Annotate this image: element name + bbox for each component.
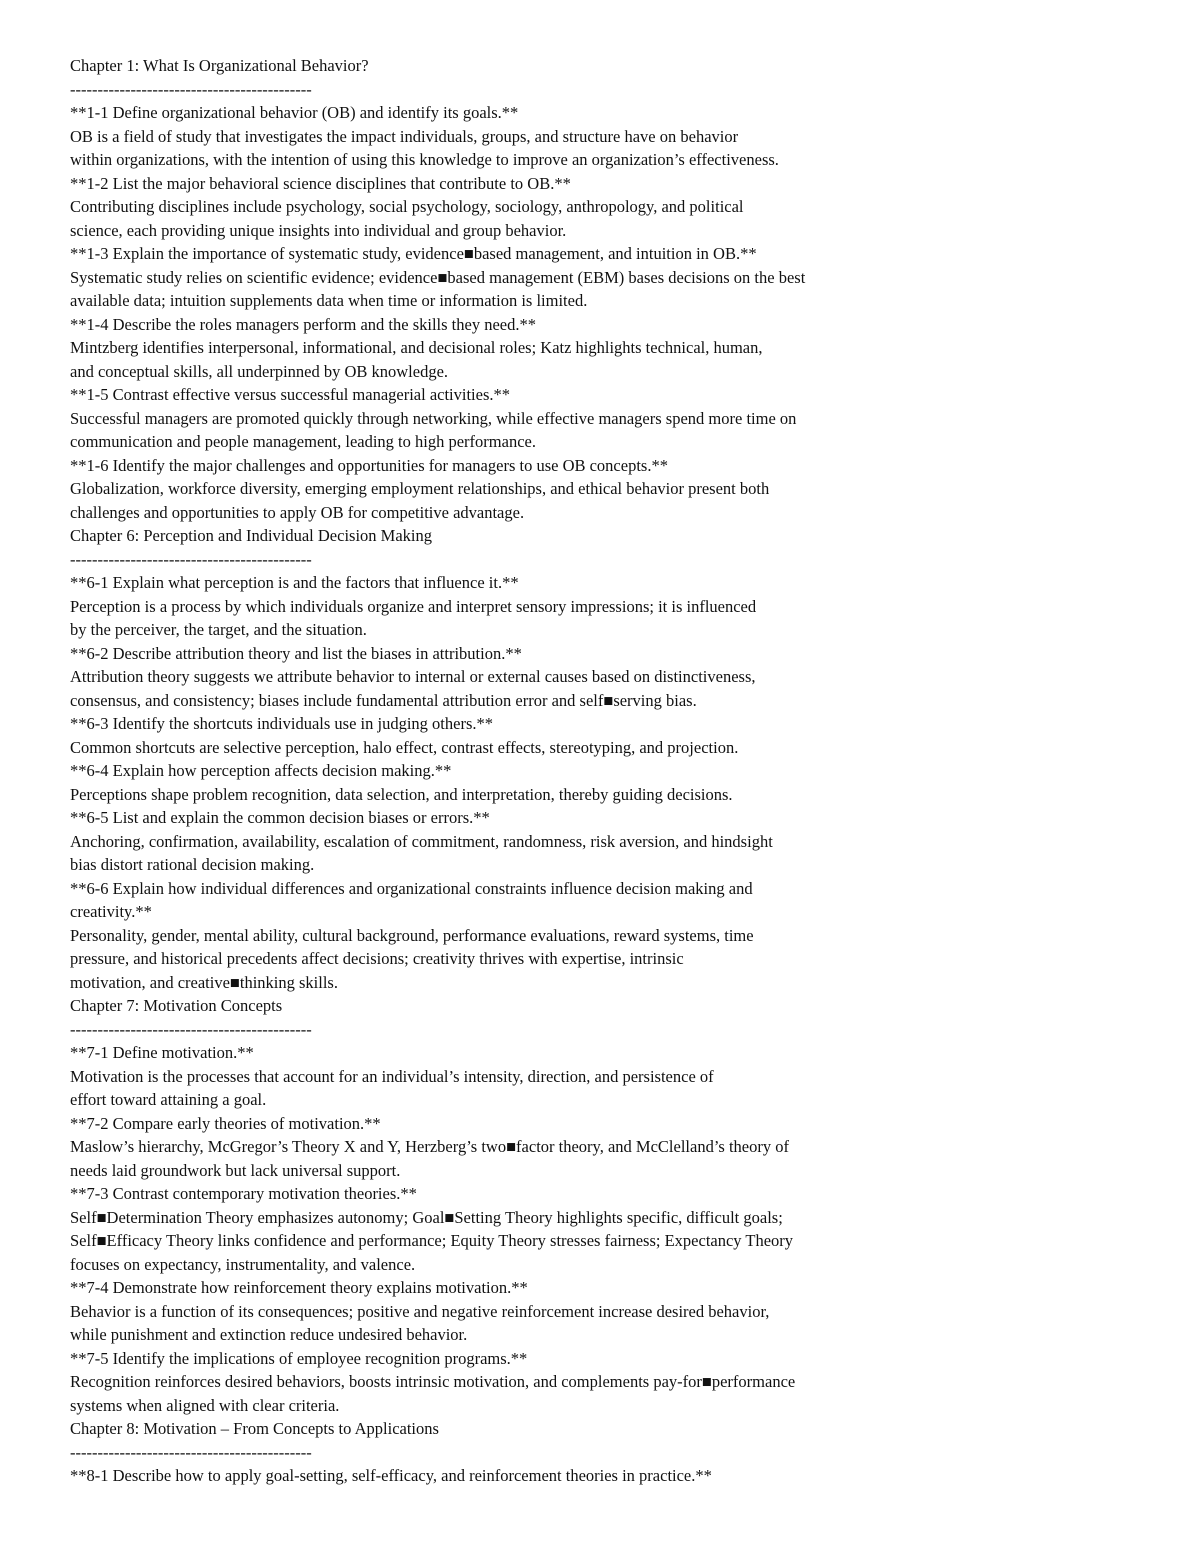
- text-line: **7-3 Contrast contemporary motivation theories.**: [70, 1184, 417, 1203]
- text-line: effort toward attaining a goal.: [70, 1090, 267, 1109]
- text-line: systems when aligned with clear criteria.: [70, 1395, 340, 1415]
- text-line: challenges and opportunities to apply OB for competitive advantage.: [70, 502, 525, 522]
- text-line: Successful managers are promoted quickly through networking, while effective managers spend more time on: [70, 408, 797, 428]
- text-line: creativity.**: [70, 902, 152, 921]
- text-line: Motivation is the processes that account for an individual’s intensity, direction, and persistence of: [70, 1066, 714, 1086]
- text-line: motivation, and creative■thinking skills.: [70, 972, 338, 992]
- text-line: Self■Determination Theory emphasizes autonomy; Goal■Setting Theory highlights specific, difficult goals;: [70, 1207, 783, 1227]
- text-line: Anchoring, confirmation, availability, escalation of commitment, randomness, risk aversion, and hindsight: [70, 831, 773, 851]
- text-line: **6-2 Describe attribution theory and list the biases in attribution.**: [70, 643, 522, 663]
- text-line: Maslow’s hierarchy, McGregor’s Theory X and Y, Herzberg’s two■factor theory, and McClelland’s theory of: [70, 1137, 789, 1156]
- text-line: **7-5 Identify the implications of employee recognition programs.**: [70, 1348, 528, 1368]
- text-line: OB is a field of study that investigates the impact individuals, groups, and structure have on behavior: [70, 126, 739, 146]
- text-line: **6-6 Explain how individual differences and organizational constraints influence decision making and: [70, 878, 753, 898]
- text-line: Attribution theory suggests we attribute behavior to internal or external causes based on distinctiveness,: [70, 667, 756, 686]
- text-line: **6-3 Identify the shortcuts individuals use in judging others.**: [70, 714, 493, 733]
- text-line: by the perceiver, the target, and the situation.: [70, 620, 367, 639]
- text-line: --------------------------------------------: [70, 1019, 312, 1039]
- text-line: Contributing disciplines include psychology, social psychology, sociology, anthropology, and political: [70, 197, 744, 216]
- text-line: pressure, and historical precedents affect decisions; creativity thrives with expertise, intrinsic: [70, 949, 684, 968]
- text-line: Self■Efficacy Theory links confidence and performance; Equity Theory stresses fairness; Expectancy Theory: [70, 1231, 794, 1250]
- text-line: Perceptions shape problem recognition, data selection, and interpretation, thereby guiding decisions.: [70, 784, 733, 804]
- text-line: **6-5 List and explain the common decision biases or errors.**: [70, 808, 490, 827]
- text-line: Common shortcuts are selective perception, halo effect, contrast effects, stereotyping, and projection.: [70, 737, 739, 757]
- text-line: and conceptual skills, all underpinned by OB knowledge.: [70, 361, 449, 381]
- text-line: communication and people management, leading to high performance.: [70, 432, 536, 451]
- text-line: **1-1 Define organizational behavior (OB) and identify its goals.**: [70, 103, 519, 122]
- text-line: focuses on expectancy, instrumentality, and valence.: [70, 1254, 416, 1274]
- text-line: --------------------------------------------: [70, 79, 312, 99]
- text-line: **8-1 Describe how to apply goal-setting, self-efficacy, and reinforcement theories in practice.**: [70, 1466, 712, 1485]
- document-body: [70, 54, 1170, 1488]
- text-line: Mintzberg identifies interpersonal, informational, and decisional roles; Katz highlights technical, human,: [70, 338, 763, 357]
- text-line: Chapter 7: Motivation Concepts: [70, 996, 283, 1015]
- text-line: **1-5 Contrast effective versus successful managerial activities.**: [70, 385, 511, 404]
- text-line: Behavior is a function of its consequences; positive and negative reinforcement increase desired behavior,: [70, 1301, 770, 1321]
- text-line: Chapter 1: What Is Organizational Behavior?: [70, 56, 369, 75]
- text-line: consensus, and consistency; biases include fundamental attribution error and self■serving bias.: [70, 690, 697, 710]
- text-line: while punishment and extinction reduce undesired behavior.: [70, 1325, 468, 1344]
- text-line: within organizations, with the intention of using this knowledge to improve an organization’s effectiveness.: [70, 150, 779, 169]
- text-line: Systematic study relies on scientific evidence; evidence■based management (EBM) bases decisions on the best: [70, 267, 806, 287]
- text-line: Perception is a process by which individuals organize and interpret sensory impressions; it is influenced: [70, 596, 757, 616]
- text-line: **1-2 List the major behavioral science disciplines that contribute to OB.**: [70, 173, 571, 193]
- text-line: **1-3 Explain the importance of systematic study, evidence■based management, and intuition in OB.**: [70, 244, 757, 263]
- text-line: **6-4 Explain how perception affects decision making.**: [70, 761, 452, 780]
- text-line: needs laid groundwork but lack universal support.: [70, 1160, 401, 1180]
- text-line: bias distort rational decision making.: [70, 855, 315, 874]
- text-line: Personality, gender, mental ability, cultural background, performance evaluations, reward systems, time: [70, 925, 754, 945]
- text-line: **1-4 Describe the roles managers perform and the skills they need.**: [70, 314, 536, 334]
- text-line: Globalization, workforce diversity, emerging employment relationships, and ethical behavior present both: [70, 479, 770, 498]
- text-line: **1-6 Identify the major challenges and opportunities for managers to use OB concepts.**: [70, 455, 668, 475]
- text-line: available data; intuition supplements data when time or information is limited.: [70, 291, 588, 310]
- text-line: **6-1 Explain what perception is and the factors that influence it.**: [70, 573, 519, 592]
- text-line: **7-2 Compare early theories of motivation.**: [70, 1113, 381, 1133]
- text-line: Chapter 8: Motivation – From Concepts to Applications: [70, 1419, 439, 1438]
- text-line: science, each providing unique insights into individual and group behavior.: [70, 220, 567, 240]
- text-line: Chapter 6: Perception and Individual Decision Making: [70, 526, 433, 545]
- text-line: --------------------------------------------: [70, 1442, 312, 1462]
- text-line: --------------------------------------------: [70, 549, 312, 569]
- text-line: **7-1 Define motivation.**: [70, 1043, 254, 1062]
- text-line: Recognition reinforces desired behaviors, boosts intrinsic motivation, and complements pay-for■performance: [70, 1372, 796, 1391]
- text-line: **7-4 Demonstrate how reinforcement theory explains motivation.**: [70, 1278, 528, 1297]
